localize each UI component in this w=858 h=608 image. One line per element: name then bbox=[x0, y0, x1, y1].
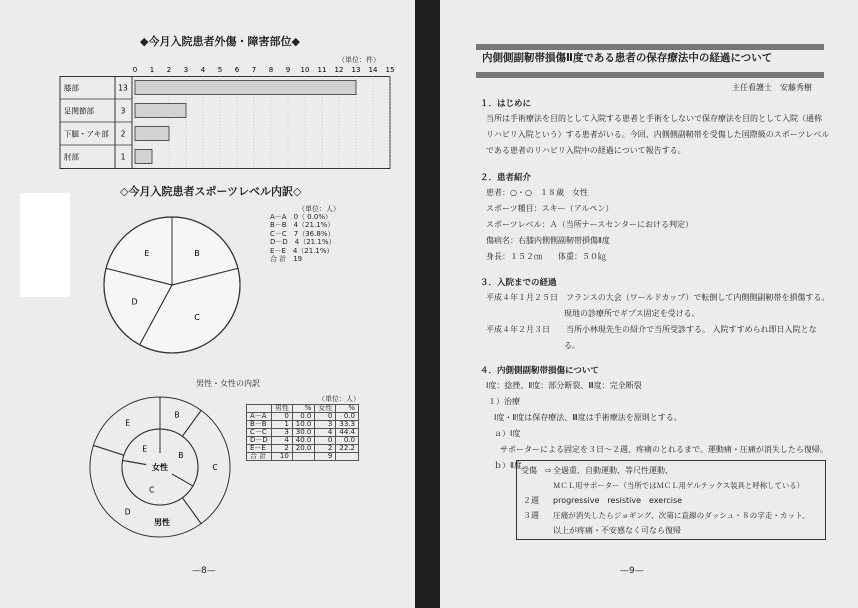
table-cell: 20.0 bbox=[292, 445, 315, 453]
table-cell: % bbox=[292, 405, 315, 413]
gender-chart-title: 男性・女性の内訳 bbox=[196, 379, 260, 388]
document-title: 内側側副靭帯損傷Ⅱ度である患者の保存療法中の経過について bbox=[482, 52, 773, 64]
tick-label: 6 bbox=[234, 66, 240, 74]
table-cell: 10 bbox=[271, 453, 292, 461]
legend-line: 合 計 19 bbox=[270, 255, 303, 264]
table-cell: 0.0 bbox=[336, 437, 359, 445]
injury-chart-unit: （単位：件） bbox=[338, 56, 380, 64]
author-line: 主任看護士 安藤秀樹 bbox=[732, 83, 812, 92]
donut-segment-label: D bbox=[124, 507, 131, 517]
tick-label: 1 bbox=[149, 66, 155, 74]
tick-label: 5 bbox=[217, 66, 223, 74]
row-count: 1 bbox=[120, 152, 126, 162]
tick-label: 14 bbox=[368, 66, 378, 74]
row-label: 膝部 bbox=[64, 83, 79, 93]
table-cell: 4 bbox=[315, 429, 336, 437]
body-text: ｂ）Ⅱ度 bbox=[494, 461, 522, 470]
pie-slice-label: D bbox=[131, 297, 138, 307]
donut-segment-label: E bbox=[142, 444, 147, 454]
row-label: 肘部 bbox=[64, 152, 79, 162]
body-text: Ⅰ度・Ⅱ度は保存療法、Ⅲ度は手術療法を原則とする。 bbox=[494, 413, 682, 422]
sports-legend bbox=[270, 213, 335, 263]
gender-donut-chart bbox=[0, 385, 246, 555]
body-text: 現地の診療所でギプス固定を受ける。 bbox=[564, 309, 700, 318]
bar bbox=[135, 127, 169, 141]
injury-chart-title: ◆今月入院患者外傷・障害部位◆ bbox=[140, 35, 300, 48]
gender-chart-unit: （単位：人） bbox=[318, 395, 360, 403]
table-cell: 22.2 bbox=[336, 445, 359, 453]
inner-ring-label: 女性 bbox=[152, 463, 168, 472]
table-cell bbox=[292, 453, 315, 461]
injury-chart bbox=[0, 76, 415, 170]
rehab-text: ＭＣＬ用サポーター（当所ではＭＣＬ用ゲルテックス装具と呼称している） bbox=[553, 481, 805, 490]
tick-label: 13 bbox=[351, 66, 361, 74]
row-label: 下腿・アキ部 bbox=[64, 129, 109, 139]
rehab-text: 全過重、自動運動、等尺性運動、 bbox=[553, 466, 673, 475]
body-text: サポーターによる固定を３日～２週、疼痛のとれるまで。運動痛・圧痛が消失したら復帰。 bbox=[500, 445, 828, 454]
legend-line: D－D 4（21.1%） bbox=[270, 238, 336, 247]
bar bbox=[135, 150, 152, 164]
section-heading: ４．内側側副靭帯損傷について bbox=[480, 366, 599, 376]
tick-label: 15 bbox=[385, 66, 395, 74]
page-number: —9— bbox=[620, 566, 644, 576]
donut-segment bbox=[160, 397, 201, 436]
pie-slice-label: E bbox=[144, 248, 150, 258]
body-text: る。 bbox=[564, 341, 580, 350]
bar bbox=[135, 104, 186, 118]
body-text: １）治療 bbox=[488, 397, 520, 406]
table-cell: 4 bbox=[271, 437, 292, 445]
table-cell: 2 bbox=[315, 445, 336, 453]
pie-slice-label: B bbox=[194, 248, 200, 258]
tick-label: 11 bbox=[317, 66, 327, 74]
sports-chart-title: ◇今月入院患者スポーツレベル内訳◇ bbox=[120, 185, 302, 198]
table-cell: 3 bbox=[271, 429, 292, 437]
body-text: 当所は手術療法を目的として入院する患者と手術をしないで保存療法を目的として入院（通称 bbox=[486, 114, 822, 123]
donut-segment-label: B bbox=[178, 451, 184, 460]
tick-label: 4 bbox=[200, 66, 206, 74]
section-heading: ２．患者紹介 bbox=[480, 173, 532, 183]
section-heading: １．はじめに bbox=[480, 99, 532, 109]
tick-label: 0 bbox=[132, 66, 138, 74]
injury-chart-axis bbox=[0, 60, 415, 76]
donut-segment-label: B bbox=[174, 410, 180, 420]
sports-pie-chart bbox=[0, 195, 270, 385]
table-cell: 40.0 bbox=[292, 437, 315, 445]
table-cell: A－A bbox=[247, 413, 272, 421]
row-count: 3 bbox=[120, 106, 126, 116]
table-cell: B－B bbox=[247, 421, 272, 429]
gender-table bbox=[246, 404, 359, 461]
row-count: 2 bbox=[120, 129, 126, 139]
row-label: 足関節部 bbox=[64, 106, 94, 116]
table-cell: 女性 bbox=[315, 405, 336, 413]
table-cell: 9 bbox=[315, 453, 336, 461]
rehab-text: 以上が疼痛・不安感なく可なら復帰 bbox=[553, 526, 681, 535]
tick-label: 2 bbox=[166, 66, 172, 74]
tick-label: 7 bbox=[251, 66, 257, 74]
legend-line: B－B 4（21.1%） bbox=[270, 221, 335, 230]
table-cell: 1 bbox=[271, 421, 292, 429]
table-cell: 30.0 bbox=[292, 429, 315, 437]
donut-segment bbox=[182, 410, 230, 523]
body-text: 傷病名：右膝内側側副靭帯損傷Ⅱ度 bbox=[486, 236, 610, 245]
body-text: である患者のリハビリ入院中の経過について報告する。 bbox=[486, 146, 686, 155]
table-cell: 33.3 bbox=[336, 421, 359, 429]
donut-segment-label: E bbox=[125, 418, 131, 428]
table-cell: 0 bbox=[271, 413, 292, 421]
bar bbox=[135, 81, 356, 95]
legend-line: E－E 4（21.1%） bbox=[270, 246, 334, 255]
table-cell: 男性 bbox=[271, 405, 292, 413]
left-page bbox=[0, 0, 415, 608]
body-text: リハビリ入院という）する患者がいる。今回、内側側副靭帯を受傷した国際級のスポーツレベル bbox=[486, 130, 830, 139]
body-text: スポーツ種目：スキー（アルペン） bbox=[486, 204, 614, 213]
table-cell: D－D bbox=[247, 437, 272, 445]
table-cell: 0.0 bbox=[292, 413, 315, 421]
rehab-week: 受傷 ⇨ bbox=[521, 466, 552, 475]
body-text: 患者：○・○ １８歳 女性 bbox=[486, 188, 588, 197]
body-text: ａ）Ⅰ度 bbox=[494, 429, 521, 438]
body-text: 平成４年２月３日 当所小林現先生の紹介で当所受診する。 入院すすめられ即日入院とな bbox=[486, 325, 817, 334]
page-number: —8— bbox=[192, 566, 216, 576]
rehab-schedule-box bbox=[516, 460, 826, 540]
body-text: 平成４年１月２５日 フランスの大会（ワールドカップ）で転倒して内側側副靭帯を損傷する。 bbox=[486, 293, 830, 302]
table-cell: % bbox=[336, 405, 359, 413]
row-count: 13 bbox=[118, 83, 128, 93]
table-cell: 10.0 bbox=[292, 421, 315, 429]
table-cell: C－C bbox=[247, 429, 272, 437]
outer-ring-label: 男性 bbox=[154, 518, 170, 527]
section-heading: ３．入院までの経過 bbox=[480, 278, 557, 288]
rehab-week: ２週 bbox=[523, 496, 539, 505]
tick-label: 9 bbox=[285, 66, 291, 74]
table-cell: 3 bbox=[315, 421, 336, 429]
tick-label: 12 bbox=[334, 66, 344, 74]
body-text: Ⅰ度：捻挫、Ⅱ度：部分断裂、Ⅲ度：完全断裂 bbox=[486, 381, 642, 390]
tick-label: 10 bbox=[300, 66, 310, 74]
rehab-text: progressive resistive exercise bbox=[553, 496, 683, 505]
table-cell: E－E bbox=[247, 445, 272, 453]
table-cell: 合 計 bbox=[247, 453, 272, 461]
table-cell: 44.4 bbox=[336, 429, 359, 437]
table-row bbox=[247, 453, 359, 461]
donut-segment bbox=[90, 445, 201, 537]
table-cell: 0.0 bbox=[336, 413, 359, 421]
table-cell bbox=[336, 453, 359, 461]
donut-segment-label: C bbox=[212, 463, 218, 472]
donut-segment-label: C bbox=[149, 485, 155, 495]
table-cell: 0 bbox=[315, 413, 336, 421]
body-text: スポーツレベル：Ａ（当所ナースセンターにおける判定） bbox=[486, 220, 693, 229]
legend-line: C－C 7（36.8%） bbox=[270, 229, 335, 238]
rehab-text: 圧痛が消失したらジョギング、次第に直線のダッシュ・８の字走・カット、 bbox=[553, 511, 810, 520]
sports-chart-unit: （単位：人） bbox=[298, 205, 340, 213]
table-cell: 2 bbox=[271, 445, 292, 453]
body-text: 身長：１５２㎝ 体重：５０㎏ bbox=[486, 252, 606, 261]
tick-label: 3 bbox=[183, 66, 189, 74]
tick-label: 8 bbox=[268, 66, 274, 74]
pie-slice-label: C bbox=[194, 313, 200, 323]
table-cell: 0 bbox=[315, 437, 336, 445]
rehab-week: ３週 bbox=[523, 511, 539, 520]
legend-line: A－A 0（ 0.0%） bbox=[270, 213, 333, 221]
